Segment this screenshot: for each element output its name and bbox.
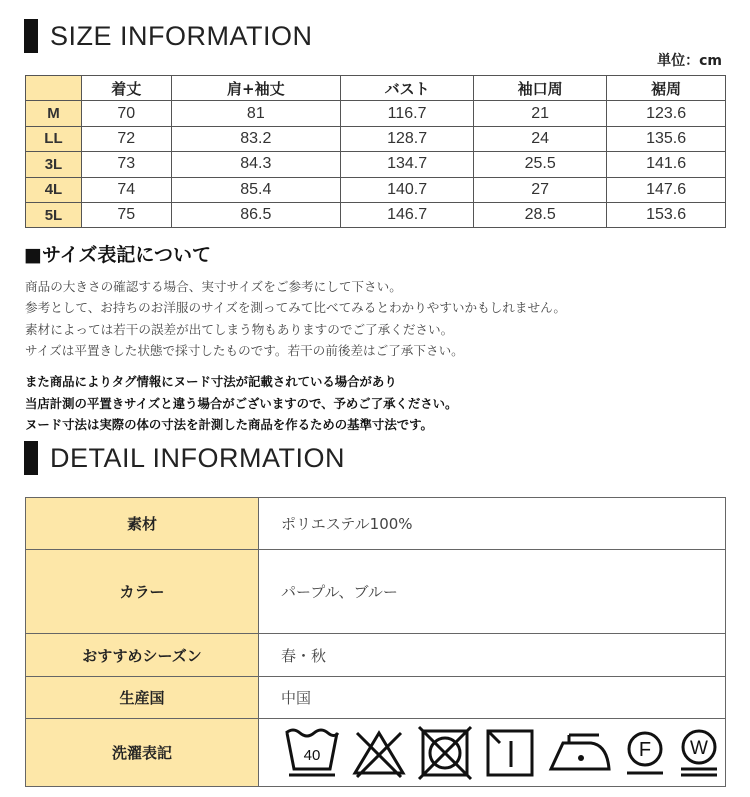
bold-note-line: また商品によりタグ情報にヌード寸法が記載されている場合があり bbox=[25, 374, 397, 389]
size-table-header-row bbox=[26, 76, 726, 101]
size-label: 3L bbox=[26, 152, 82, 177]
header-bar bbox=[24, 441, 38, 475]
wash-temp-text: 40 bbox=[303, 746, 321, 764]
bold-note-line: ヌード寸法は実際の体の寸法を計測した商品を作るための基準寸法です。 bbox=[25, 417, 433, 432]
size-label: M bbox=[26, 101, 82, 126]
table-cell: 141.6 bbox=[607, 152, 726, 177]
column-header: 裾周 bbox=[607, 76, 726, 101]
detail-label: おすすめシーズン bbox=[26, 634, 259, 677]
table-cell: 123.6 bbox=[607, 101, 726, 126]
table-cell: 74 bbox=[81, 177, 171, 202]
detail-information-title: DETAIL INFORMATION bbox=[50, 442, 346, 473]
table-cell: 24 bbox=[474, 126, 607, 151]
table-cell: 25.5 bbox=[474, 152, 607, 177]
detail-label: カラー bbox=[26, 550, 259, 634]
nude-size-notes bbox=[25, 371, 457, 436]
table-cell: 83.2 bbox=[171, 126, 340, 151]
table-row bbox=[26, 719, 726, 787]
table-cell: 84.3 bbox=[171, 152, 340, 177]
table-cell: 28.5 bbox=[474, 202, 607, 227]
column-header: 袖口周 bbox=[474, 76, 607, 101]
table-row bbox=[26, 677, 726, 719]
table-cell: 147.6 bbox=[607, 177, 726, 202]
table-cell: 73 bbox=[81, 152, 171, 177]
detail-information-header bbox=[24, 441, 345, 475]
size-label: 5L bbox=[26, 202, 82, 227]
wetclean-w-text: W bbox=[690, 737, 708, 759]
table-cell: 70 bbox=[81, 101, 171, 126]
detail-value: 中国 bbox=[259, 677, 726, 719]
size-table bbox=[25, 75, 726, 228]
table-cell: 153.6 bbox=[607, 202, 726, 227]
unit-label: 単位：cm bbox=[657, 53, 722, 69]
note-line: 参考として、お持ちのお洋服のサイズを測ってみて比べてみるとわかりやすいかもしれません。 bbox=[25, 300, 567, 316]
detail-value: 春・秋 bbox=[259, 634, 726, 677]
detail-value: ポリエステル100% bbox=[259, 498, 726, 550]
size-information-header bbox=[24, 19, 313, 53]
line-dry-shade-icon bbox=[483, 725, 537, 781]
size-information-title: SIZE INFORMATION bbox=[50, 20, 313, 51]
column-header: バスト bbox=[341, 76, 474, 101]
table-row bbox=[26, 498, 726, 550]
table-cell: 116.7 bbox=[341, 101, 474, 126]
table-cell: 75 bbox=[81, 202, 171, 227]
size-notes bbox=[25, 276, 566, 361]
care-symbols bbox=[259, 719, 726, 787]
note-line: 商品の大きさの確認する場合、実寸サイズをご参考にして下さい。 bbox=[25, 279, 402, 294]
note-line: サイズは平置きした状態で採寸したものです。若干の前後差はご了承下さい。 bbox=[25, 342, 464, 358]
dryclean-f-icon bbox=[623, 725, 667, 781]
no-bleach-icon bbox=[351, 725, 407, 781]
iron-low-icon bbox=[547, 725, 613, 781]
table-row bbox=[26, 126, 726, 151]
table-cell: 27 bbox=[474, 177, 607, 202]
table-row bbox=[26, 177, 726, 202]
table-row bbox=[26, 202, 726, 227]
detail-table bbox=[25, 497, 726, 787]
table-cell: 135.6 bbox=[607, 126, 726, 151]
header-bar bbox=[24, 19, 38, 53]
table-cell: 134.7 bbox=[341, 152, 474, 177]
table-cell: 21 bbox=[474, 101, 607, 126]
care-icons-row bbox=[283, 725, 725, 781]
wetclean-w-icon bbox=[677, 725, 721, 781]
table-cell: 140.7 bbox=[341, 177, 474, 202]
note-line: 素材によっては若干の誤差が出てしまう物もありますのでご了承ください。 bbox=[25, 321, 454, 337]
size-table-corner bbox=[26, 76, 82, 101]
table-cell: 81 bbox=[171, 101, 340, 126]
size-notes-title: ■サイズ表記について bbox=[24, 244, 212, 266]
table-cell: 85.4 bbox=[171, 177, 340, 202]
detail-label: 洗濯表記 bbox=[26, 719, 259, 787]
column-header: 肩+袖丈 bbox=[171, 76, 340, 101]
table-row bbox=[26, 634, 726, 677]
detail-label: 素材 bbox=[26, 498, 259, 550]
size-label: 4L bbox=[26, 177, 82, 202]
table-row bbox=[26, 152, 726, 177]
table-cell: 86.5 bbox=[171, 202, 340, 227]
detail-label: 生産国 bbox=[26, 677, 259, 719]
column-header: 着丈 bbox=[81, 76, 171, 101]
dryclean-f-text: F bbox=[638, 738, 652, 761]
table-cell: 128.7 bbox=[341, 126, 474, 151]
table-row bbox=[26, 101, 726, 126]
table-cell: 146.7 bbox=[341, 202, 474, 227]
no-tumble-dry-icon bbox=[417, 725, 473, 781]
table-row bbox=[26, 550, 726, 634]
size-label: LL bbox=[26, 126, 82, 151]
table-cell: 72 bbox=[81, 126, 171, 151]
wash-40-icon bbox=[283, 725, 341, 781]
detail-value: パープル、ブルー bbox=[259, 550, 726, 634]
bold-note-line: 当店計測の平置きサイズと違う場合がございますので、予めご了承ください。 bbox=[25, 395, 458, 411]
